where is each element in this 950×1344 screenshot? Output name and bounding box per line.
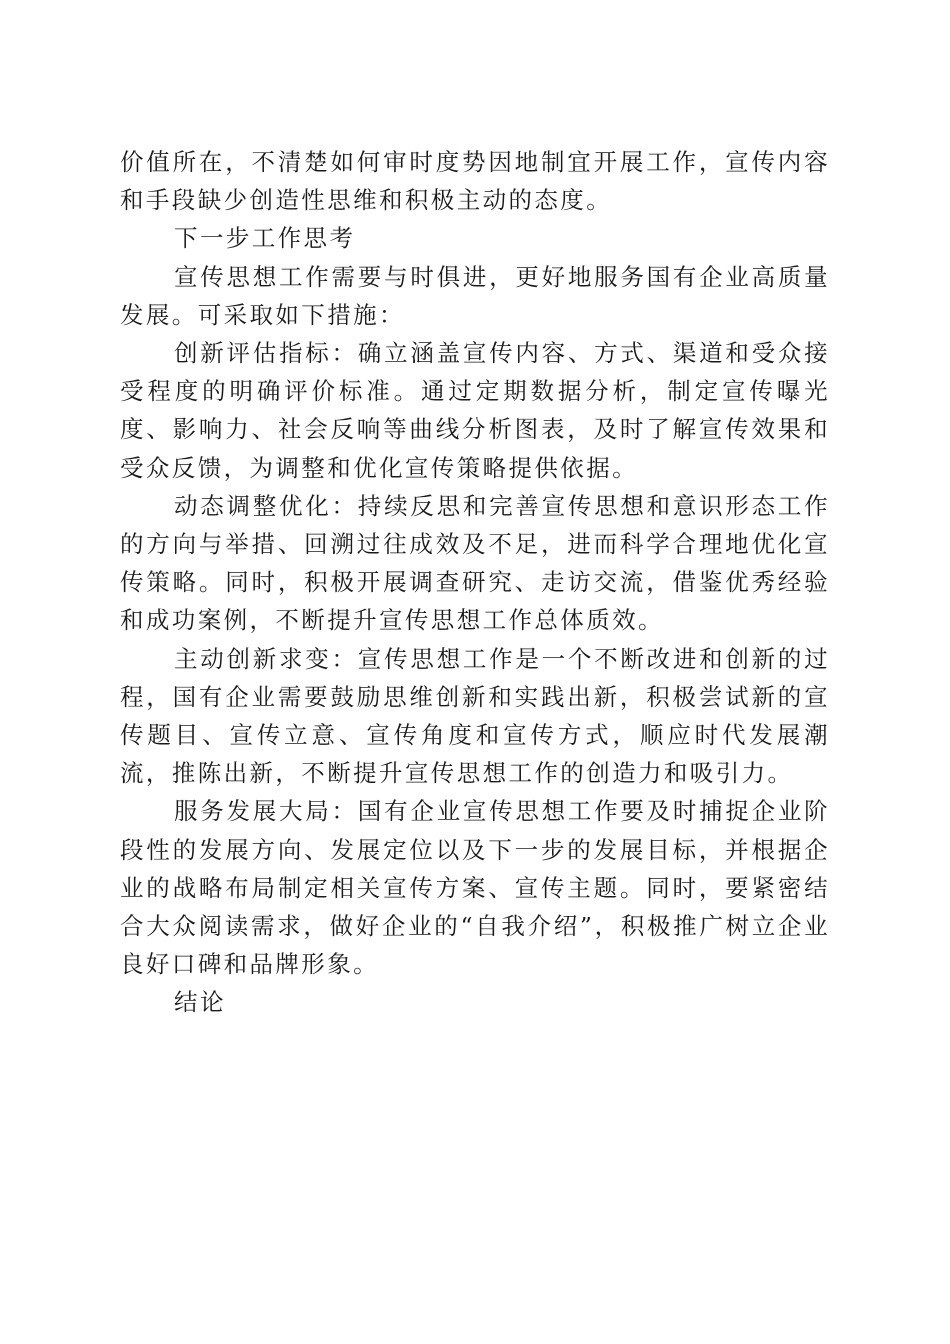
paragraph-intro-measures: 宣传思想工作需要与时俱进，更好地服务国有企业高质量发展。可采取如下措施： xyxy=(120,262,830,329)
section-heading-conclusion: 结论 xyxy=(174,988,226,1017)
paragraph-dynamic-optimization: 动态调整优化：持续反思和完善宣传思想和意识形态工作的方向与举措、回溯过往成效及不足，进而科学合理地优化宣传策略。同时，积极开展调查研究、走访交流，借鉴优秀经验和成功案例，不断提升宣传思想工作总体质效。 xyxy=(120,491,830,635)
paragraph-proactive-innovation: 主动创新求变：宣传思想工作是一个不断改进和创新的过程，国有企业需要鼓励思维创新和实践出新，积极尝试新的宣传题目、宣传立意、宣传角度和宣传方式，顺应时代发展潮流，推陈出新，不断提升宣传思想工作的创造力和吸引力。 xyxy=(120,644,830,788)
document-body xyxy=(120,143,830,1022)
paragraph-innovation-metrics: 创新评估指标：确立涵盖宣传内容、方式、渠道和受众接受程度的明确评价标准。通过定期数据分析，制定宣传曝光度、影响力、社会反响等曲线分析图表，及时了解宣传效果和受众反馈，为调整和优化宣传策略提供依据。 xyxy=(120,339,830,482)
paragraph-continuation: 价值所在，不清楚如何审时度势因地制宜开展工作，宣传内容和手段缺少创造性思维和积极主动的态度。 xyxy=(120,148,830,215)
section-heading-next-steps: 下一步工作思考 xyxy=(174,224,356,253)
paragraph-serve-development: 服务发展大局：国有企业宣传思想工作要及时捕捉企业阶段性的发展方向、发展定位以及下一步的发展目标，并根据企业的战略布局制定相关宣传方案、宣传主题。同时，要紧密结合大众阅读需求，做好企业的“自我介绍”，积极推广树立企业良好口碑和品牌形象。 xyxy=(120,797,830,979)
